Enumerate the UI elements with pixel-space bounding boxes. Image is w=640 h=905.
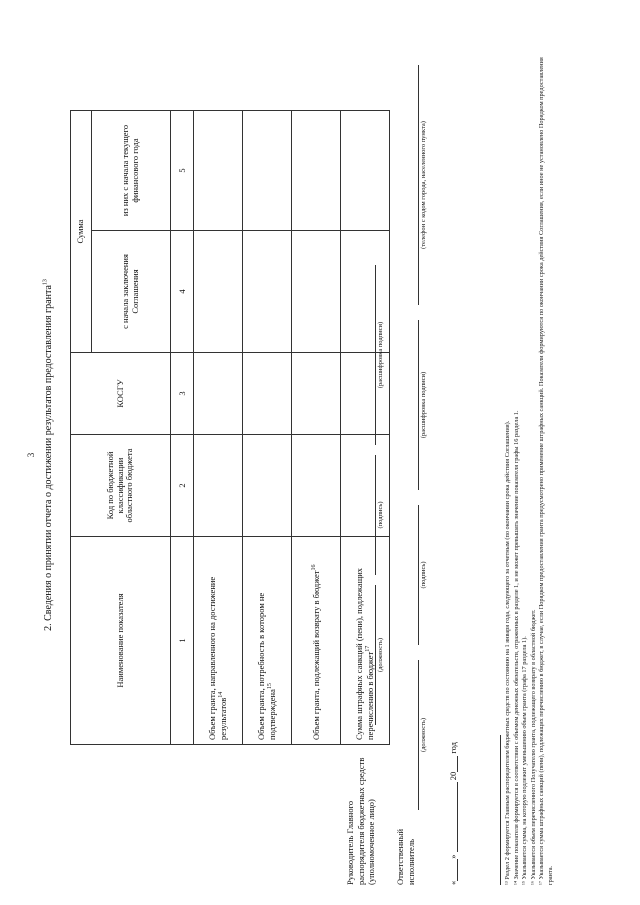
column-number: 3 bbox=[171, 353, 194, 435]
date-close-quote: » bbox=[448, 854, 458, 859]
page-number: 3 bbox=[26, 452, 36, 458]
row-label-text: Объем гранта, подлежащий возврату в бюджет bbox=[310, 570, 321, 740]
head-position-caption: (должность) bbox=[377, 637, 384, 673]
header-kosgu: КОСГУ bbox=[71, 353, 171, 435]
header-sum-since-year: из них с начала текущего финансового года bbox=[92, 111, 171, 231]
row-label bbox=[243, 537, 292, 745]
executor-label: Ответственный исполнитель bbox=[395, 829, 416, 885]
table-row bbox=[292, 111, 341, 745]
date-day-blank bbox=[449, 859, 458, 881]
date-year-prefix: 20 bbox=[448, 771, 458, 781]
executor-phone-line bbox=[418, 65, 419, 305]
executor-position-line bbox=[418, 660, 419, 810]
cell-budget-code bbox=[243, 435, 292, 537]
footnote-17: ¹⁷ Указывается сумма штрафных санкций (пени), подлежащих перечислению в бюджет, в случае, если Порядком предоставления гранта предусмотрено применение штрафных санкций. Показатели формируются по окончании срока действия Соглашения, если иное не установлено Порядком предоставления гранта. bbox=[538, 57, 554, 885]
row-footnote-ref: 14 bbox=[218, 691, 225, 698]
executor-position-caption: (должность) bbox=[420, 717, 427, 753]
header-budget-code: Код по бюджетной классификации областного бюджета bbox=[71, 435, 171, 537]
cell-sum-since-year bbox=[341, 111, 390, 231]
footnote-13: ¹³ Раздел 2 формируется Главным распорядителем бюджетных средств по состоянию на 1 января года, следующего за отчетным (по окончании срока действия Соглашения). bbox=[504, 420, 511, 885]
cell-sum-since-year bbox=[194, 111, 243, 231]
cell-sum-since-year bbox=[292, 111, 341, 231]
column-number: 5 bbox=[171, 111, 194, 231]
cell-sum-since-start bbox=[243, 231, 292, 353]
section-heading bbox=[43, 5, 54, 905]
executor-phone-caption: (телефон с кодом города, населенного пункта) bbox=[420, 121, 427, 249]
rotated-landscape-content bbox=[0, 5, 630, 905]
row-footnote-ref: 16 bbox=[310, 564, 317, 571]
results-table bbox=[70, 110, 390, 745]
footnote-14: ¹⁴ Значение показателя формируется в соответствии с объемом денежных обязательств, отраженных в разделе 1, и не может превышать значение показателя графы 16 раздела 1. bbox=[512, 410, 520, 885]
row-label bbox=[292, 537, 341, 745]
date-line bbox=[448, 742, 458, 885]
row-label-text: Сумма штрафных санкций (пени), подлежащих перечислению в бюджет bbox=[354, 567, 375, 740]
table-header-row bbox=[71, 111, 92, 745]
executor-decoding-line bbox=[418, 320, 419, 490]
head-signature-caption: (подпись) bbox=[377, 501, 384, 529]
head-position-line bbox=[375, 585, 376, 725]
footnote-separator bbox=[500, 735, 501, 885]
cell-sum-since-start bbox=[292, 231, 341, 353]
executor-signature-caption: (подпись) bbox=[420, 561, 427, 589]
footnotes bbox=[504, 45, 555, 885]
header-sum-since-start: с начала заключения Соглашения bbox=[92, 231, 171, 353]
head-decoding-line bbox=[375, 265, 376, 445]
header-sum: Сумма bbox=[71, 111, 92, 353]
date-year-blank bbox=[449, 756, 458, 772]
date-month-blank bbox=[449, 782, 458, 852]
cell-sum-since-year bbox=[243, 111, 292, 231]
column-number-row bbox=[171, 111, 194, 745]
cell-budget-code bbox=[194, 435, 243, 537]
section-heading-text: 2. Сведения о принятии отчета о достижении результатов предоставления гранта bbox=[43, 285, 54, 631]
row-footnote-ref: 15 bbox=[267, 683, 274, 690]
cell-sum-since-start bbox=[194, 231, 243, 353]
column-number: 4 bbox=[171, 231, 194, 353]
executor-signature-line bbox=[418, 505, 419, 645]
cell-kosgu bbox=[243, 353, 292, 435]
head-decoding-caption: (расшифровка подписи) bbox=[377, 321, 384, 389]
footnote-15: ¹⁵ Указывается сумма, на которую подлежит уменьшению объем гранта (графа 17 раздела 1). bbox=[521, 636, 528, 885]
row-label-text: Объем гранта, направленного на достижение результатов bbox=[207, 576, 228, 740]
row-label-text: Объем гранта, потребность в котором не подтверждена bbox=[256, 592, 277, 740]
executor-decoding-caption: (расшифровка подписи) bbox=[420, 371, 427, 439]
column-number: 1 bbox=[171, 537, 194, 745]
header-indicator-name: Наименование показателя bbox=[71, 537, 171, 745]
date-open-quote: « bbox=[448, 880, 458, 885]
cell-budget-code bbox=[292, 435, 341, 537]
cell-kosgu bbox=[194, 353, 243, 435]
cell-kosgu bbox=[292, 353, 341, 435]
section-heading-footnote-ref: 13 bbox=[42, 279, 49, 286]
head-signature-line bbox=[375, 455, 376, 575]
date-year-suffix: год bbox=[448, 742, 458, 754]
table-row bbox=[194, 111, 243, 745]
column-number: 2 bbox=[171, 435, 194, 537]
footnote-16: ¹⁶ Указывается объем перечисленного Получателю гранта, подлежащего возврату в областной бюджет. bbox=[529, 609, 537, 885]
head-signatory-label: Руководитель Главного распорядителя бюджетных средств (уполномоченное лицо) bbox=[345, 757, 377, 885]
row-footnote-ref: 17 bbox=[365, 645, 372, 652]
table-row bbox=[243, 111, 292, 745]
row-label bbox=[194, 537, 243, 745]
